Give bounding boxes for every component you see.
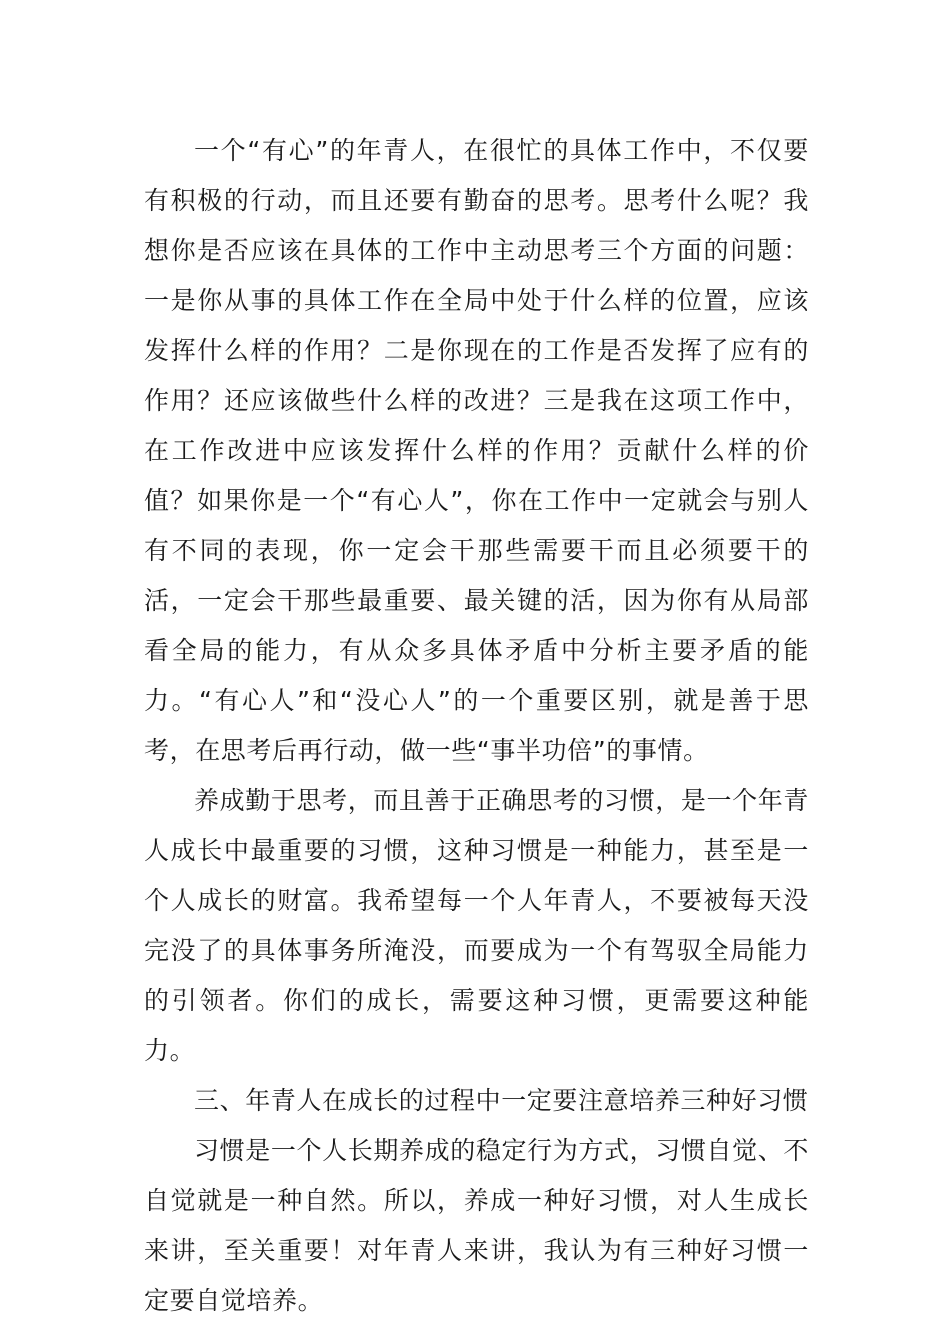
document-body [144,126,809,1326]
paragraph-2: 养成勤于思考，而且善于正确思考的习惯，是一个年青人成长中最重要的习惯，这种习惯是一种能力，甚至是一个人成长的财富。我希望每一个人年青人，不要被每天没完没了的具体事务所淹没，而要成为一个有驾驭全局能力的引领者。你们的成长，需要这种习惯，更需要这种能力。 [144,786,809,1065]
section-heading: 三、年青人在成长的过程中一定要注意培养三种好习惯 [194,1086,809,1115]
paragraph-1: 一个“有心”的年青人，在很忙的具体工作中，不仅要有积极的行动，而且还要有勤奋的思考。思考什么呢？我想你是否应该在具体的工作中主动思考三个方面的问题：一是你从事的具体工作在全局中处于什么样的位置，应该发挥什么样的作用？二是你现在的工作是否发挥了应有的作用？还应该做些什么样的改进？三是我在这项工作中，在工作改进中应该发挥什么样的作用？贡献什么样的价值？如果你是一个“有心人”，你在工作中一定就会与别人有不同的表现，你一定会干那些需要干而且必须要干的活，一定会干那些最重要、最关键的活，因为你有从局部看全局的能力，有从众多具体矛盾中分析主要矛盾的能力。“有心人”和“没心人”的一个重要区别，就是善于思考，在思考后再行动，做一些“事半功倍”的事情。 [144,136,809,765]
paragraph-3: 习惯是一个人长期养成的稳定行为方式，习惯自觉、不自觉就是一种自然。所以，养成一种好习惯，对人生成长来讲，至关重要！对年青人来讲，我认为有三种好习惯一定要自觉培养。 [144,1136,809,1315]
